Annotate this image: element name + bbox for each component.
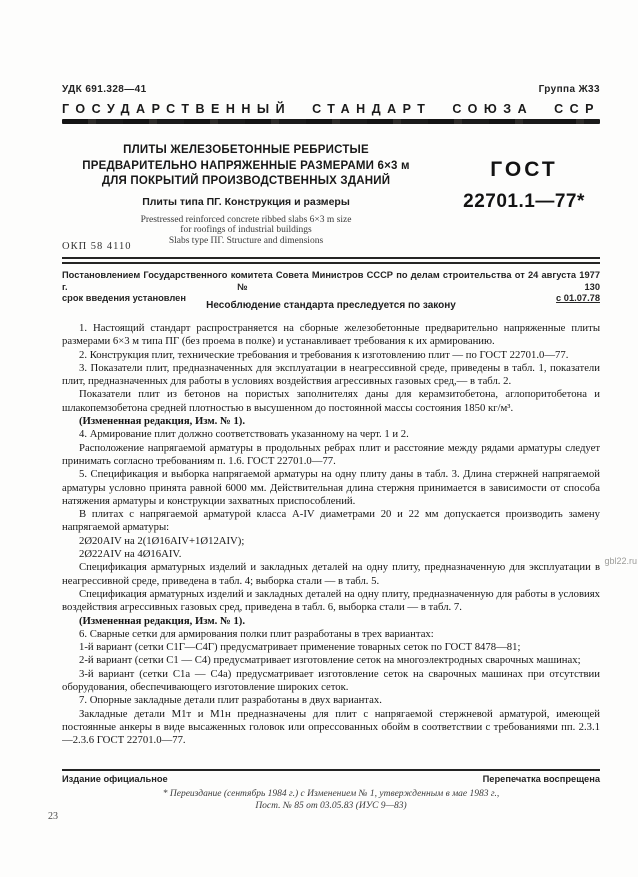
paragraph: В плитах с напрягаемой арматурой класса A-IV диаметрами 20 и 22 мм допускается производить замену напрягаемой арматуры: <box>62 508 600 534</box>
english-title-line-1: Prestressed reinforced concrete ribbed slabs 6×3 m size <box>140 214 352 225</box>
law-notice: Несоблюдение стандарта преследуется по закону <box>206 300 456 311</box>
classification-row <box>62 84 600 95</box>
okp-code: ОКП 58 4110 <box>62 241 132 252</box>
paragraph: 1-й вариант (сетки С1Г—С4Г) предусматривает применение товарных сеток по ГОСТ 8478—81; <box>79 641 521 654</box>
paragraph: 3. Показатели плит, предназначенных для эксплуатации в неагрессивной среде, приведены в табл. 1, показатели плит, предназначенных для работы в условиях воздействия агрессивных газовых сред,— в табл. 2. <box>62 361 600 388</box>
footer-rule <box>62 769 600 771</box>
gost-number: 22701.1—77* <box>463 191 585 212</box>
reissue-note <box>62 788 600 812</box>
footer-row <box>62 774 600 784</box>
english-title-line-2: for roofings of industrial buildings <box>180 225 312 235</box>
header-rule <box>62 119 600 124</box>
official-edition-label: Издание официальное <box>62 774 168 784</box>
paragraph: (Измененная редакция, Изм. № 1). <box>79 614 246 627</box>
watermark: gbl22.ru <box>604 556 637 566</box>
paragraph: Закладные детали М1т и М1н предназначены для плит с напрягаемой стержневой арматурой, имеющей постоянные анкеры в виде высаженных головок или опрессованных обойм в соответствии с требованиями пп. 2.3.1—2.3.6 ГОСТ 22701.0—77. <box>62 707 600 747</box>
paragraph: 6. Сварные сетки для армирования полки плит разработаны в трех вариантах: <box>79 627 434 640</box>
title-block <box>62 143 430 246</box>
reissue-note-line-1: * Переиздание (сентябрь 1984 г.) с Изменением № 1, утвержденным в мае 1983 г., <box>162 789 500 799</box>
paragraph: Расположение напрягаемой арматуры в продольных ребрах плит и расстояние между рядами арматуры следует принимать согласно требованиям п. 1.6. ГОСТ 22701.0—77. <box>62 441 600 467</box>
paragraph: 2. Конструкция плит, технические требования и требования к изготовлению плит — по ГОСТ 22701.0—77. <box>79 348 569 361</box>
udk-label: УДК 691.328—41 <box>62 84 147 95</box>
document-body <box>62 322 600 770</box>
title-line-1: ПЛИТЫ ЖЕЛЕЗОБЕТОННЫЕ РЕБРИСТЫЕ <box>123 144 369 156</box>
title-line-2: ПРЕДВАРИТЕЛЬНО НАПРЯЖЕННЫЕ РАЗМЕРАМИ 6×3 м <box>82 159 410 172</box>
paragraph: Спецификация арматурных изделий и закладных деталей на одну плиту, предназначенную для работы в условиях воздействия агрессивных газовых сред, приведена в табл. 6, выборка стали — в табл. 7. <box>62 587 600 614</box>
paragraph: Показатели плит из бетонов на пористых заполнителях даны для керамзитобетона, аглопоритобетона и шлакопемзобетона средней плотностью в высушенном до постоянной массы состояния 1850 кг/м³. <box>62 388 600 414</box>
double-rule <box>62 257 600 264</box>
subtitle: Плиты типа ПГ. Конструкция и размеры <box>142 195 350 208</box>
group-label: Группа Ж33 <box>538 84 600 95</box>
paragraph: 3-й вариант (сетки С1а — С4а) предусматривает изготовление сеток на сварочных машинах при отсутствии оборудования, обеспечивающего изготовление широких сеток. <box>62 667 600 694</box>
paragraph: 2-й вариант (сетки С1 — С4) предусматривает изготовление сеток на многоэлектродных сварочных машинах; <box>79 654 581 667</box>
paragraph: 4. Армирование плит должно соответствовать указанному на черт. 1 и 2. <box>79 428 409 441</box>
paragraph: 2Ø22AIV на 4Ø16AIV. <box>79 548 182 561</box>
paragraph: (Измененная редакция, Изм. № 1). <box>79 415 246 428</box>
paragraph: 7. Опорные закладные детали плит разработаны в двух вариантах. <box>79 694 382 707</box>
paragraph: 5. Спецификация и выборка напрягаемой арматуры на одну плиту даны в табл. 3. Длина стержней напрягаемой арматуры условно принята равной 6000 мм. Действительная длина стержня принимается в зависимости от способа натяжения арматуры и конструкции захватных приспособлений. <box>62 468 600 507</box>
reissue-note-line-2: Пост. № 85 от 03.05.83 (ИУС 9—83) <box>255 801 407 811</box>
paragraph: 1. Настоящий стандарт распространяется на сборные железобетонные предварительно напряженные плиты размерами 6×3 м типа ПГ (без проема в полке) и устанавливает требования к их армированию. <box>62 322 600 348</box>
page-number: 23 <box>48 811 58 822</box>
reprint-prohibited-label: Перепечатка воспрещена <box>482 774 600 784</box>
decree-text: Постановлением Государственного комитета Совета Министров СССР по делам строительства от 24 августа 1977 г. № 130 <box>62 270 600 292</box>
paragraph: Спецификация арматурных изделий и закладных деталей на одну плиту, предназначенную для эксплуатации в неагрессивной среде, приведена в табл. 4; выборка стали — в табл. 5. <box>62 561 600 587</box>
english-title-line-3: Slabs type ПГ. Structure and dimensions <box>168 235 324 246</box>
state-standard-header: ГОСУДАРСТВЕННЫЙ СТАНДАРТ СОЮЗА ССР <box>62 102 600 116</box>
gost-label: ГОСТ <box>490 158 558 181</box>
paragraph: 2Ø20AIV на 2(1Ø16AIV+1Ø12AIV); <box>79 534 245 547</box>
gost-designation <box>440 158 608 213</box>
decree-term: срок введения установлен <box>62 293 186 303</box>
effective-date: с 01.07.78 <box>556 293 600 303</box>
title-line-3: ДЛЯ ПОКРЫТИЙ ПРОИЗВОДСТВЕННЫХ ЗДАНИЙ <box>101 175 391 187</box>
